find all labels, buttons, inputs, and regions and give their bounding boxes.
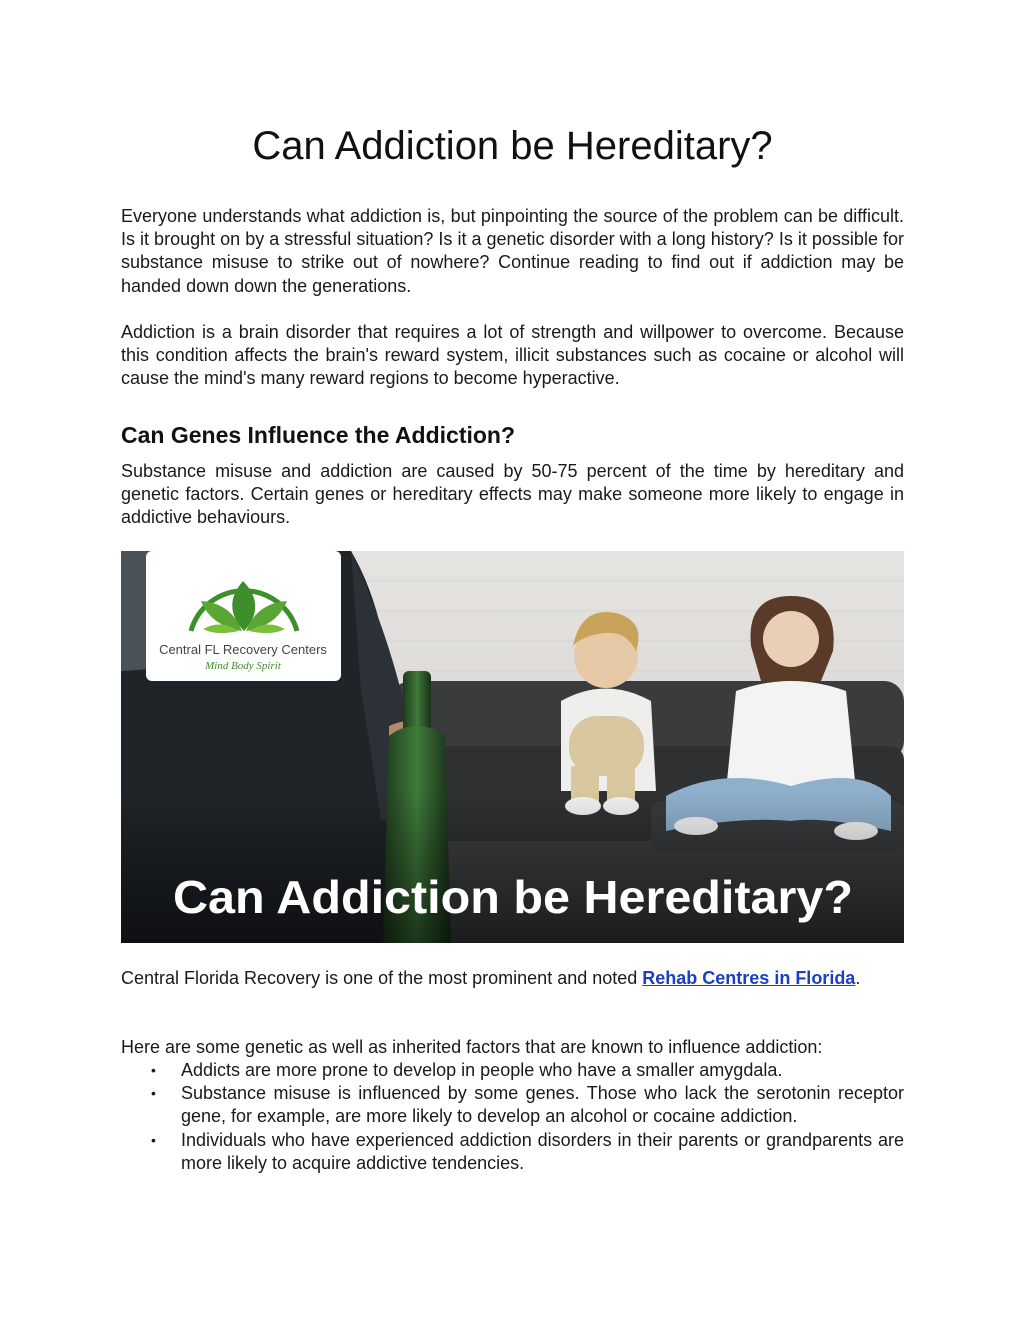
- list-item: [121, 1059, 904, 1082]
- hero-image: [121, 551, 904, 943]
- intro-paragraph: Everyone understands what addiction is, but pinpointing the source of the problem can be difficult. Is it brought on by a stressful situation? Is it a genetic disorder with a long history? Is it possible for substance misuse to strike out of nowhere? Continue reading to find out if addiction may be handed down down the generations.: [121, 206, 904, 296]
- page-title: Can Addiction be Hereditary?: [252, 124, 773, 168]
- bullet-icon: •: [151, 1131, 156, 1148]
- list-item: [121, 1129, 904, 1175]
- rehab-centres-link[interactable]: Rehab Centres in Florida: [642, 968, 856, 988]
- brain-paragraph: Addiction is a brain disorder that requires a lot of strength and willpower to overcome. Because this condition affects the brain's reward system, illicit substances such as cocaine or alcohol will cause the mind's many reward regions to become hyperactive.: [121, 322, 904, 389]
- list-item: [121, 1082, 904, 1128]
- section-heading: Can Genes Influence the Addiction?: [121, 422, 516, 448]
- logo-line1: Central FL Recovery Centers: [159, 642, 327, 657]
- hero-caption: Can Addiction be Hereditary?: [173, 871, 854, 923]
- recovery-end: .: [855, 968, 861, 988]
- list-item-text: Addicts are more prone to develop in people who have a smaller amygdala.: [181, 1060, 783, 1080]
- recovery-paragraph: [121, 967, 904, 990]
- recovery-text: Central Florida Recovery is one of the most prominent and noted: [121, 968, 643, 988]
- logo-card: [146, 551, 341, 681]
- list-item-text: Individuals who have experienced addiction disorders in their parents or grandparents are more likely to acquire addictive tendencies.: [181, 1129, 904, 1173]
- bullet-icon: •: [151, 1085, 156, 1102]
- hero-illustration: [121, 551, 904, 943]
- factors-intro: Here are some genetic as well as inherited factors that are known to influence addiction:: [121, 1037, 823, 1057]
- genes-paragraph: Substance misuse and addiction are caused by 50-75 percent of the time by hereditary and genetic factors. Certain genes or hereditary effects may make someone more likely to engage in addictive behaviours.: [121, 461, 904, 528]
- bullet-icon: •: [151, 1062, 156, 1078]
- logo-line2: Mind Body Spirit: [205, 660, 281, 672]
- factors-list: [121, 1059, 904, 1175]
- list-item-text: Substance misuse is influenced by some genes. Those who lack the serotonin receptor gene, for example, are more likely to develop an alcohol or cocaine addiction.: [181, 1083, 904, 1127]
